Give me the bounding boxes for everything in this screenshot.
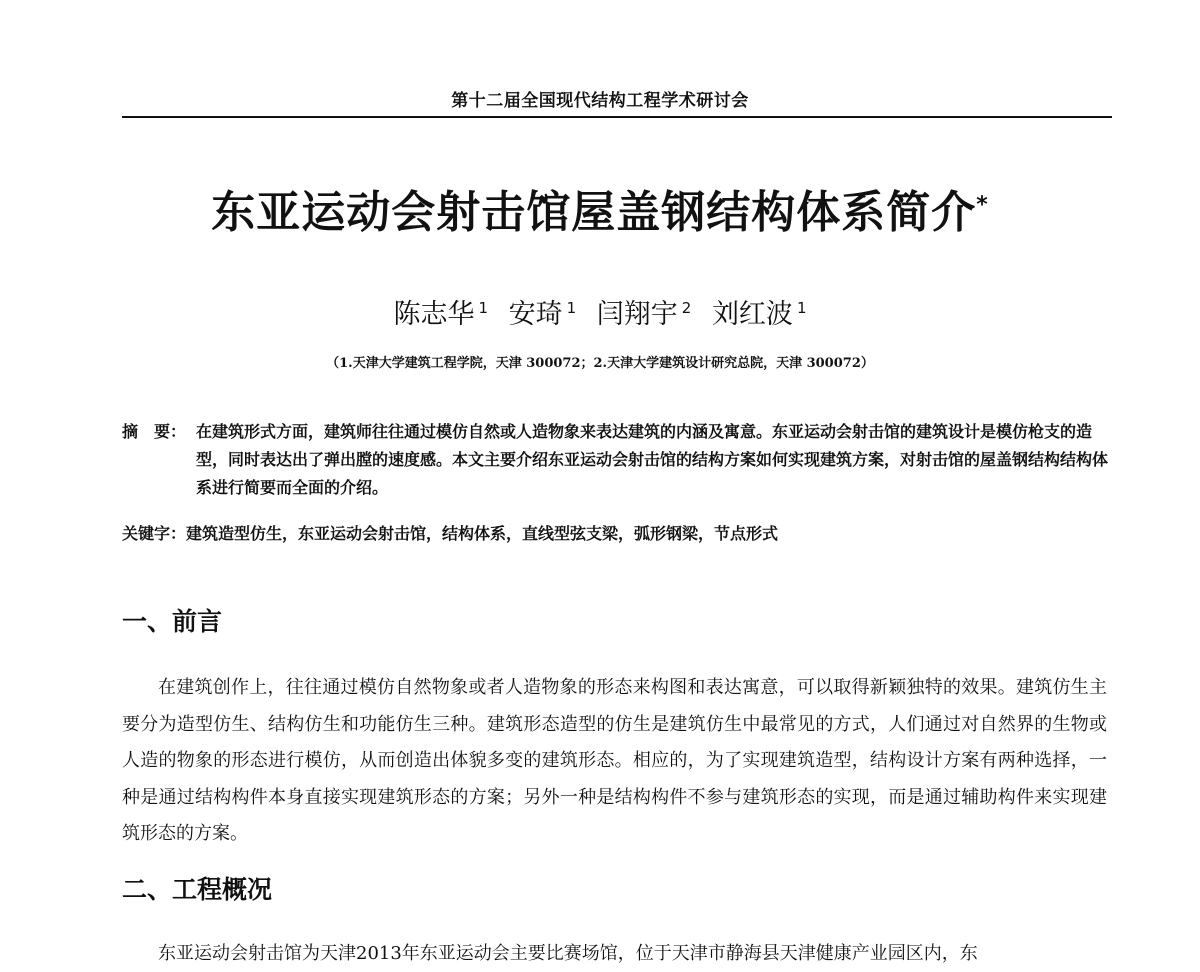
author-name: 安琦 (508, 299, 563, 330)
affiliations: （1.天津大学建筑工程学院，天津 300072；2.天津大学建筑设计研究总院，天津 300072） (326, 356, 874, 371)
header-rule (122, 116, 1112, 118)
project-overview-paragraph: 东亚运动会射击馆为天津2013年东亚运动会主要比赛场馆，位于天津市静海县天津健康产业园区内，东 (158, 943, 978, 964)
author (394, 299, 489, 330)
author (712, 299, 807, 330)
author-affiliation-mark: 1 (566, 299, 577, 317)
running-header: 第十二届全国现代结构工程学术研讨会 (451, 91, 749, 111)
author-name: 刘红波 (711, 299, 793, 330)
keywords-text: 建筑造型仿生，东亚运动会射击馆，结构体系，直线型弦支梁，弧形钢梁，节点形式 (186, 524, 779, 543)
author (509, 299, 577, 330)
paper-title (0, 176, 1200, 240)
author (597, 299, 692, 330)
abstract-text: 在建筑形式方面，建筑师往往通过模仿自然或人造物象来表达建筑的内涵及寓意。东亚运动会射击馆的建筑设计是模仿枪支的造型，同时表达出了弹出膛的速度感。本文主要介绍东亚运动会射击馆的结构方案如何实现建筑方案，对射击馆的屋盖钢结构结构体系进行简要而全面的介绍。 (196, 422, 1109, 497)
author-list (0, 292, 1200, 331)
author-affiliation-mark: 1 (796, 299, 807, 317)
abstract-label: 摘 要： (122, 422, 187, 441)
keywords (122, 520, 1112, 548)
author-affiliation-mark: 2 (681, 299, 692, 317)
title-footnote-mark: * (976, 192, 989, 218)
author-name: 闫翔宇 (596, 299, 678, 330)
keywords-label: 关键字： (122, 524, 187, 543)
section-heading-project-overview: 二、工程概况 (122, 875, 273, 904)
paper-title-text: 东亚运动会射击馆屋盖钢结构体系简介 (211, 187, 977, 238)
section-heading-introduction: 一、前言 (122, 607, 223, 636)
author-name: 陈志华 (393, 299, 475, 330)
introduction-paragraph: 在建筑创作上，往往通过模仿自然物象或者人造物象的形态来构图和表达寓意，可以取得新颖独特的效果。建筑仿生主要分为造型仿生、结构仿生和功能仿生三种。建筑形态造型的仿生是建筑仿生中最常见的方式，人们通过对自然界的生物或人造的物象的形态进行模仿，从而创造出体貌多变的建筑形态。相应的，为了实现建筑造型，结构设计方案有两种选择，一种是通过结构构件本身直接实现建筑形态的方案；另外一种是结构构件不参与建筑形态的实现，而是通过辅助构件来实现建筑形态的方案。 (122, 677, 1107, 844)
abstract (122, 418, 1112, 502)
author-affiliation-mark: 1 (478, 299, 489, 317)
